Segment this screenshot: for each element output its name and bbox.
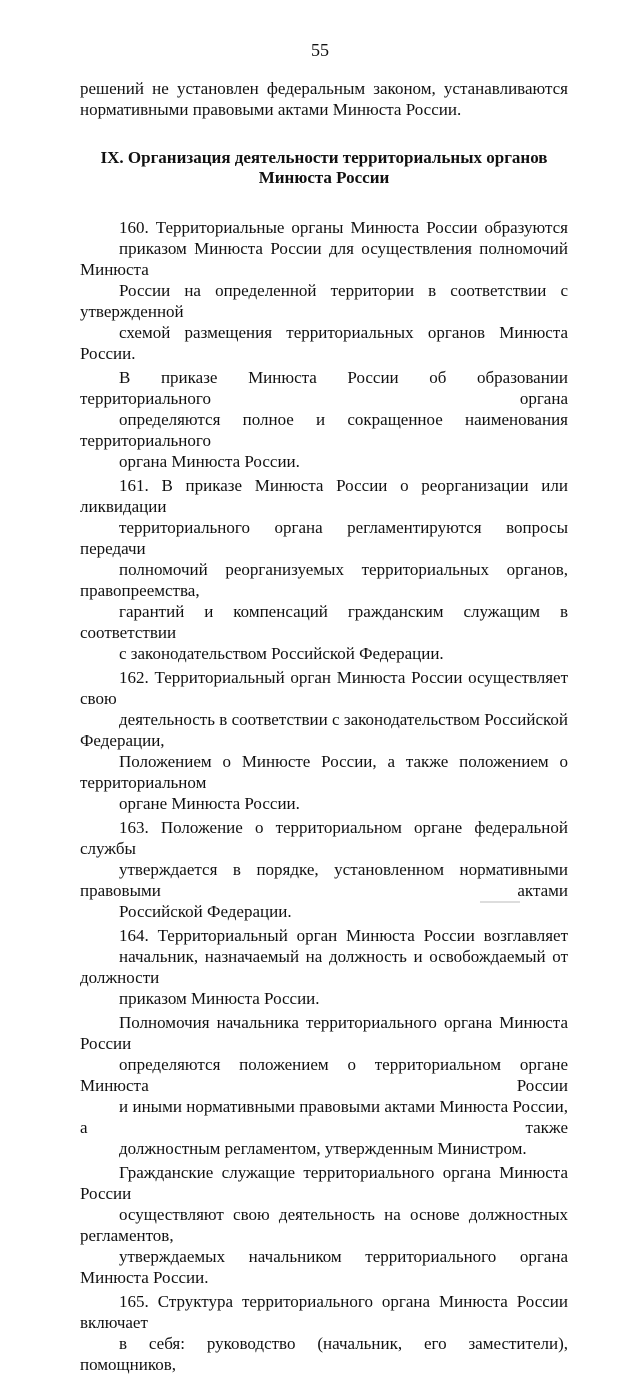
section-heading-line: IX. Организация деятельности территориальных органов [100, 148, 548, 167]
text-line: осуществляют свою деятельность на основе должностных регламентов, [80, 1205, 568, 1245]
text-line: полномочий реорганизуемых территориальных органов, правопреемства, [80, 560, 568, 600]
text-line: нормативными правовыми актами Минюста России. [80, 100, 462, 119]
intro-paragraph [80, 78, 568, 120]
text-line: должностным регламентом, утвержденным Министром. [119, 1139, 527, 1158]
text-line: России на определенной территории в соответствии с утвержденной [80, 281, 568, 321]
text-line: в себя: руководство (начальник, его заместители), помощников, [80, 1334, 568, 1374]
text-line: 163. Положение о территориальном органе федеральной службы [80, 818, 568, 858]
text-line: утверждается в порядке, установленном нормативными правовыми актами [80, 860, 568, 900]
text-line: 162. Территориальный орган Минюста России осуществляет свою [80, 668, 568, 708]
text-line: Положением о Минюсте России, а также положением о территориальном [80, 752, 568, 792]
text-line: деятельность в соответствии с законодательством Российской Федерации, [80, 710, 568, 750]
body-paragraph [80, 667, 568, 814]
body-paragraph [80, 475, 568, 664]
body-paragraph [80, 817, 568, 922]
text-line: Российской Федерации. [119, 902, 292, 921]
text-line: 165. Структура территориального органа Минюста России включает [80, 1292, 568, 1332]
text-line: приказом Минюста России для осуществления полномочий Минюста [80, 239, 568, 279]
text-line: решений не установлен федеральным законом, устанавливаются [80, 79, 568, 98]
body-paragraph [80, 367, 568, 472]
text-line: и иными нормативными правовыми актами Минюста России, а также [80, 1097, 568, 1137]
text-line: определяются положением о территориальном органе Минюста России [80, 1055, 568, 1095]
text-line: 164. Территориальный орган Минюста России возглавляет [119, 926, 568, 945]
body-paragraph [80, 1162, 568, 1288]
text-line: 160. Территориальные органы Минюста России образуются [119, 218, 568, 237]
text-line: определяются полное и сокращенное наименования территориального [80, 410, 568, 450]
page-number: 55 [311, 40, 329, 60]
text-line: гарантий и компенсаций гражданским служащим в соответствии [80, 602, 568, 642]
text-line: территориального органа регламентируются вопросы передачи [80, 518, 568, 558]
body-paragraph [80, 1291, 568, 1375]
section-heading [80, 148, 568, 188]
text-line: органа Минюста России. [119, 452, 300, 471]
text-line: Полномочия начальника территориального органа Минюста России [80, 1013, 568, 1053]
section-heading-line: Минюста России [258, 168, 390, 187]
text-line: приказом Минюста России. [119, 989, 320, 1008]
body-paragraph [80, 925, 568, 1009]
scan-artifact [480, 901, 520, 903]
paragraph-list [80, 217, 568, 1375]
text-line: начальник, назначаемый на должность и освобождаемый от должности [80, 947, 568, 987]
text-line: 161. В приказе Минюста России о реорганизации или ликвидации [80, 476, 568, 516]
text-line: утверждаемых начальником территориального органа Минюста России. [80, 1247, 568, 1287]
text-line: Гражданские служащие территориального органа Минюста России [80, 1163, 568, 1203]
text-line: В приказе Минюста России об образовании территориального органа [80, 368, 568, 408]
text-line: схемой размещения территориальных органов Минюста России. [80, 323, 568, 363]
body-paragraph [80, 217, 568, 364]
text-line: органе Минюста России. [119, 794, 300, 813]
body-paragraph [80, 1012, 568, 1159]
text-line: с законодательством Российской Федерации. [119, 644, 444, 663]
document-body [80, 78, 568, 1375]
